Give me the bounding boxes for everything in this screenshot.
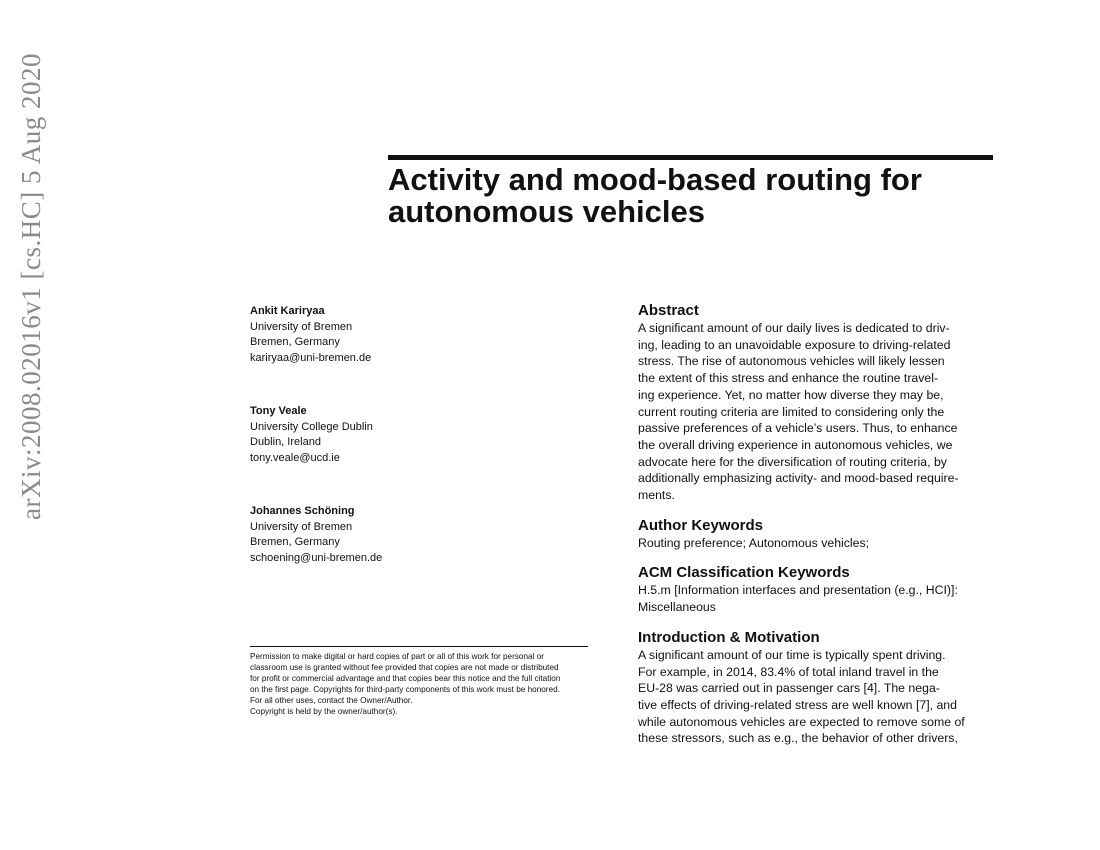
paper-title [388,164,993,228]
introduction-line: For example, in 2014, 83.4% of total inland travel in the [638,664,939,679]
arxiv-identifier: arXiv:2008.02016v1 [cs.HC] 5 Aug 2020 [16,53,46,520]
acm-keywords-line: Miscellaneous [638,600,716,615]
permission-line: for profit or commercial advantage and that copies bear this notice and the full citation [250,674,561,683]
abstract-line: passive preferences of a vehicle’s users. Thus, to enhance [638,421,958,436]
author-location: Bremen, Germany [250,536,340,548]
author-list [250,304,580,604]
abstract-section [638,302,983,504]
author-email[interactable]: kariryaa@uni-bremen.de [250,351,372,364]
author-name: Tony Veale [250,405,307,417]
author-name: Johannes Schöning [250,505,355,517]
author-affiliation: University of Bremen [250,320,353,333]
abstract-line: advocate here for the diversification of routing criteria, by [638,454,947,469]
acm-keywords-line: H.5.m [Information interfaces and presentation (e.g., HCI)]: [638,583,958,598]
author-location: Bremen, Germany [250,336,340,348]
permission-line: on the first page. Copyrights for third-party components of this work must be honored. [250,685,560,694]
permission-line: Permission to make digital or hard copies of part or all of this work for personal or [250,652,544,661]
abstract-line: stress. The rise of autonomous vehicles will likely lessen [638,354,945,369]
introduction-heading: Introduction & Motivation [638,628,820,646]
author-keywords-line: Routing preference; Autonomous vehicles; [638,535,870,550]
permission-line: Copyright is held by the owner/author(s). [250,707,398,716]
abstract-heading: Abstract [638,302,699,319]
copyright-permission-notice [250,646,588,717]
permission-line: classroom use is granted without fee provided that copies are not made or distributed [250,663,559,672]
introduction-line: A significant amount of our time is typically spent driving. [638,647,946,662]
acm-keywords-section [638,564,983,615]
title-line: Activity and mood-based routing for [388,162,922,197]
abstract-line: A significant amount of our daily lives is dedicated to driv- [638,321,950,335]
acm-keywords-heading: ACM Classification Keywords [638,564,850,582]
introduction-line: while autonomous vehicles are expected to remove some of [638,714,965,729]
introduction-line: EU-28 was carried out in passenger cars [4]. The nega- [638,681,940,696]
author-affiliation: University College Dublin [250,420,373,433]
title-rule [388,155,993,160]
author-name: Ankit Kariryaa [250,305,325,317]
abstract-line: ing experience. Yet, no matter how diverse they may be, [638,387,944,402]
author-block [250,504,580,566]
author-keywords-heading: Author Keywords [638,516,764,534]
introduction-line: tive effects of driving-related stress are well known [7], and [638,697,957,712]
author-affiliation: University of Bremen [250,520,353,533]
author-block [250,404,580,466]
author-location: Dublin, Ireland [250,436,321,448]
abstract-line: ments. [638,488,675,503]
permission-line: For all other uses, contact the Owner/Author. [250,696,413,705]
author-block [250,304,580,366]
author-email[interactable]: schoening@uni-bremen.de [250,551,383,564]
author-email[interactable]: tony.veale@ucd.ie [250,451,340,464]
main-column [638,302,983,760]
abstract-line: ing, leading to an unavoidable exposure to driving-related [638,337,951,352]
introduction-line: these stressors, such as e.g., the behavior of other drivers, [638,731,958,746]
abstract-line: additionally emphasizing activity- and mood-based require- [638,471,959,486]
title-line: autonomous vehicles [388,194,705,229]
abstract-line: the extent of this stress and enhance the routine travel- [638,371,939,386]
author-keywords-section [638,517,983,552]
introduction-section [638,629,983,747]
abstract-line: current routing criteria are limited to considering only the [638,404,945,419]
abstract-line: the overall driving experience in autonomous vehicles, we [638,437,953,452]
